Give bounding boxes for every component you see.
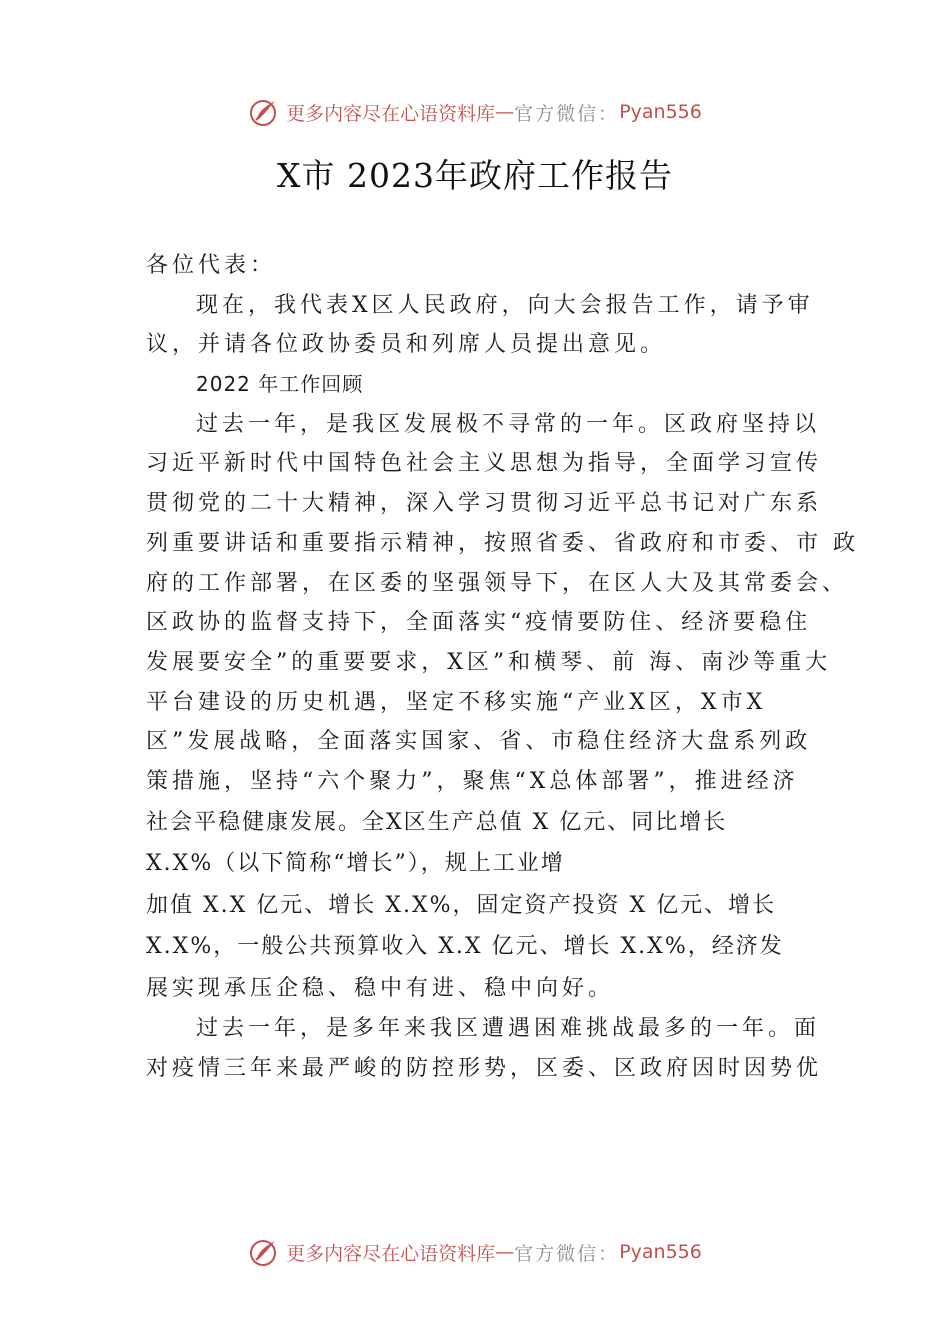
paragraph-line: 区政协的监督支持下，全面落实“疫情要防住、经济要稳住 <box>146 610 812 636</box>
watermark-bottom <box>0 1236 950 1268</box>
paragraph-line: 现在，我代表X区人民政府，向大会报告工作，请予审 <box>196 292 814 318</box>
paragraph-line: 过去一年，是多年来我区遭遇困难挑战最多的一年。面 <box>196 1016 821 1042</box>
section-heading: 2022 年工作回顾 <box>196 372 364 397</box>
paragraph-line: 府的工作部署，在区委的坚强领导下，在区人大及其常委会、 <box>146 570 849 596</box>
paragraph-line: 社会平稳健康发展。全X区生产总值 X 亿元、同比增长 <box>146 809 728 835</box>
paragraph-line: 对疫情三年来最严峻的防控形势，区委、区政府因时因势优 <box>146 1055 823 1081</box>
watermark-dash: — <box>495 101 515 123</box>
paragraph-line: 展实现承压企稳、稳中有进、稳中向好。 <box>146 975 615 1001</box>
watermark-top <box>0 96 950 128</box>
paragraph-line: 习近平新时代中国特色社会主义思想为指导，全面学习宣传 <box>146 451 823 477</box>
watermark-dash: — <box>495 1241 515 1263</box>
watermark-logo-icon <box>248 1236 280 1268</box>
paragraph-line: X.X%，一般公共预算收入 X.X 亿元、增长 X.X%，经济发 <box>146 934 784 960</box>
paragraph-line: 发展要安全”的重要要求，X区”和横琴、前 海、南沙等重大 <box>146 649 832 675</box>
salutation: 各位代表： <box>146 253 277 278</box>
paragraph-line: 贯彻党的二十大精神，深入学习贯彻习近平总书记对广东系 <box>146 491 823 517</box>
watermark-official-label: 官方微信： <box>514 1242 620 1265</box>
paragraph-line: 策措施，坚持“六个聚力”，聚焦“X总体部署”，推进经济 <box>146 768 799 794</box>
document-body <box>146 246 859 1089</box>
paragraph-line: 过去一年，是我区发展极不寻常的一年。区政府坚持以 <box>196 411 821 437</box>
paragraph-line: 区”发展战略，全面落实国家、省、市稳住经济大盘系列政 <box>146 729 812 755</box>
paragraph-line: 平台建设的历史机遇，坚定不移实施“产业X区，X市X <box>146 689 767 715</box>
watermark-logo-icon <box>248 96 280 128</box>
paragraph-line: 加值 X.X 亿元、增长 X.X%，固定资产投资 X 亿元、增长 <box>146 892 777 918</box>
paragraph-line: 列重要讲话和重要指示精神，按照省委、省政府和市委、市 政 <box>146 530 859 556</box>
paragraph-line: 议，并请各位政协委员和列席人员提出意见。 <box>146 332 667 358</box>
document-title: X市 2023年政府工作报告 <box>277 156 673 195</box>
watermark-wechat-id: Pyan556 <box>619 101 702 123</box>
watermark-main-text: 更多内容尽在心语资料库 <box>286 102 496 125</box>
watermark-main-text: 更多内容尽在心语资料库 <box>286 1242 496 1265</box>
paragraph-line: X.X%（以下简称“增长”），规上工业增 <box>146 851 565 877</box>
watermark-official-label: 官方微信： <box>514 102 620 125</box>
watermark-wechat-id: Pyan556 <box>619 1241 702 1263</box>
